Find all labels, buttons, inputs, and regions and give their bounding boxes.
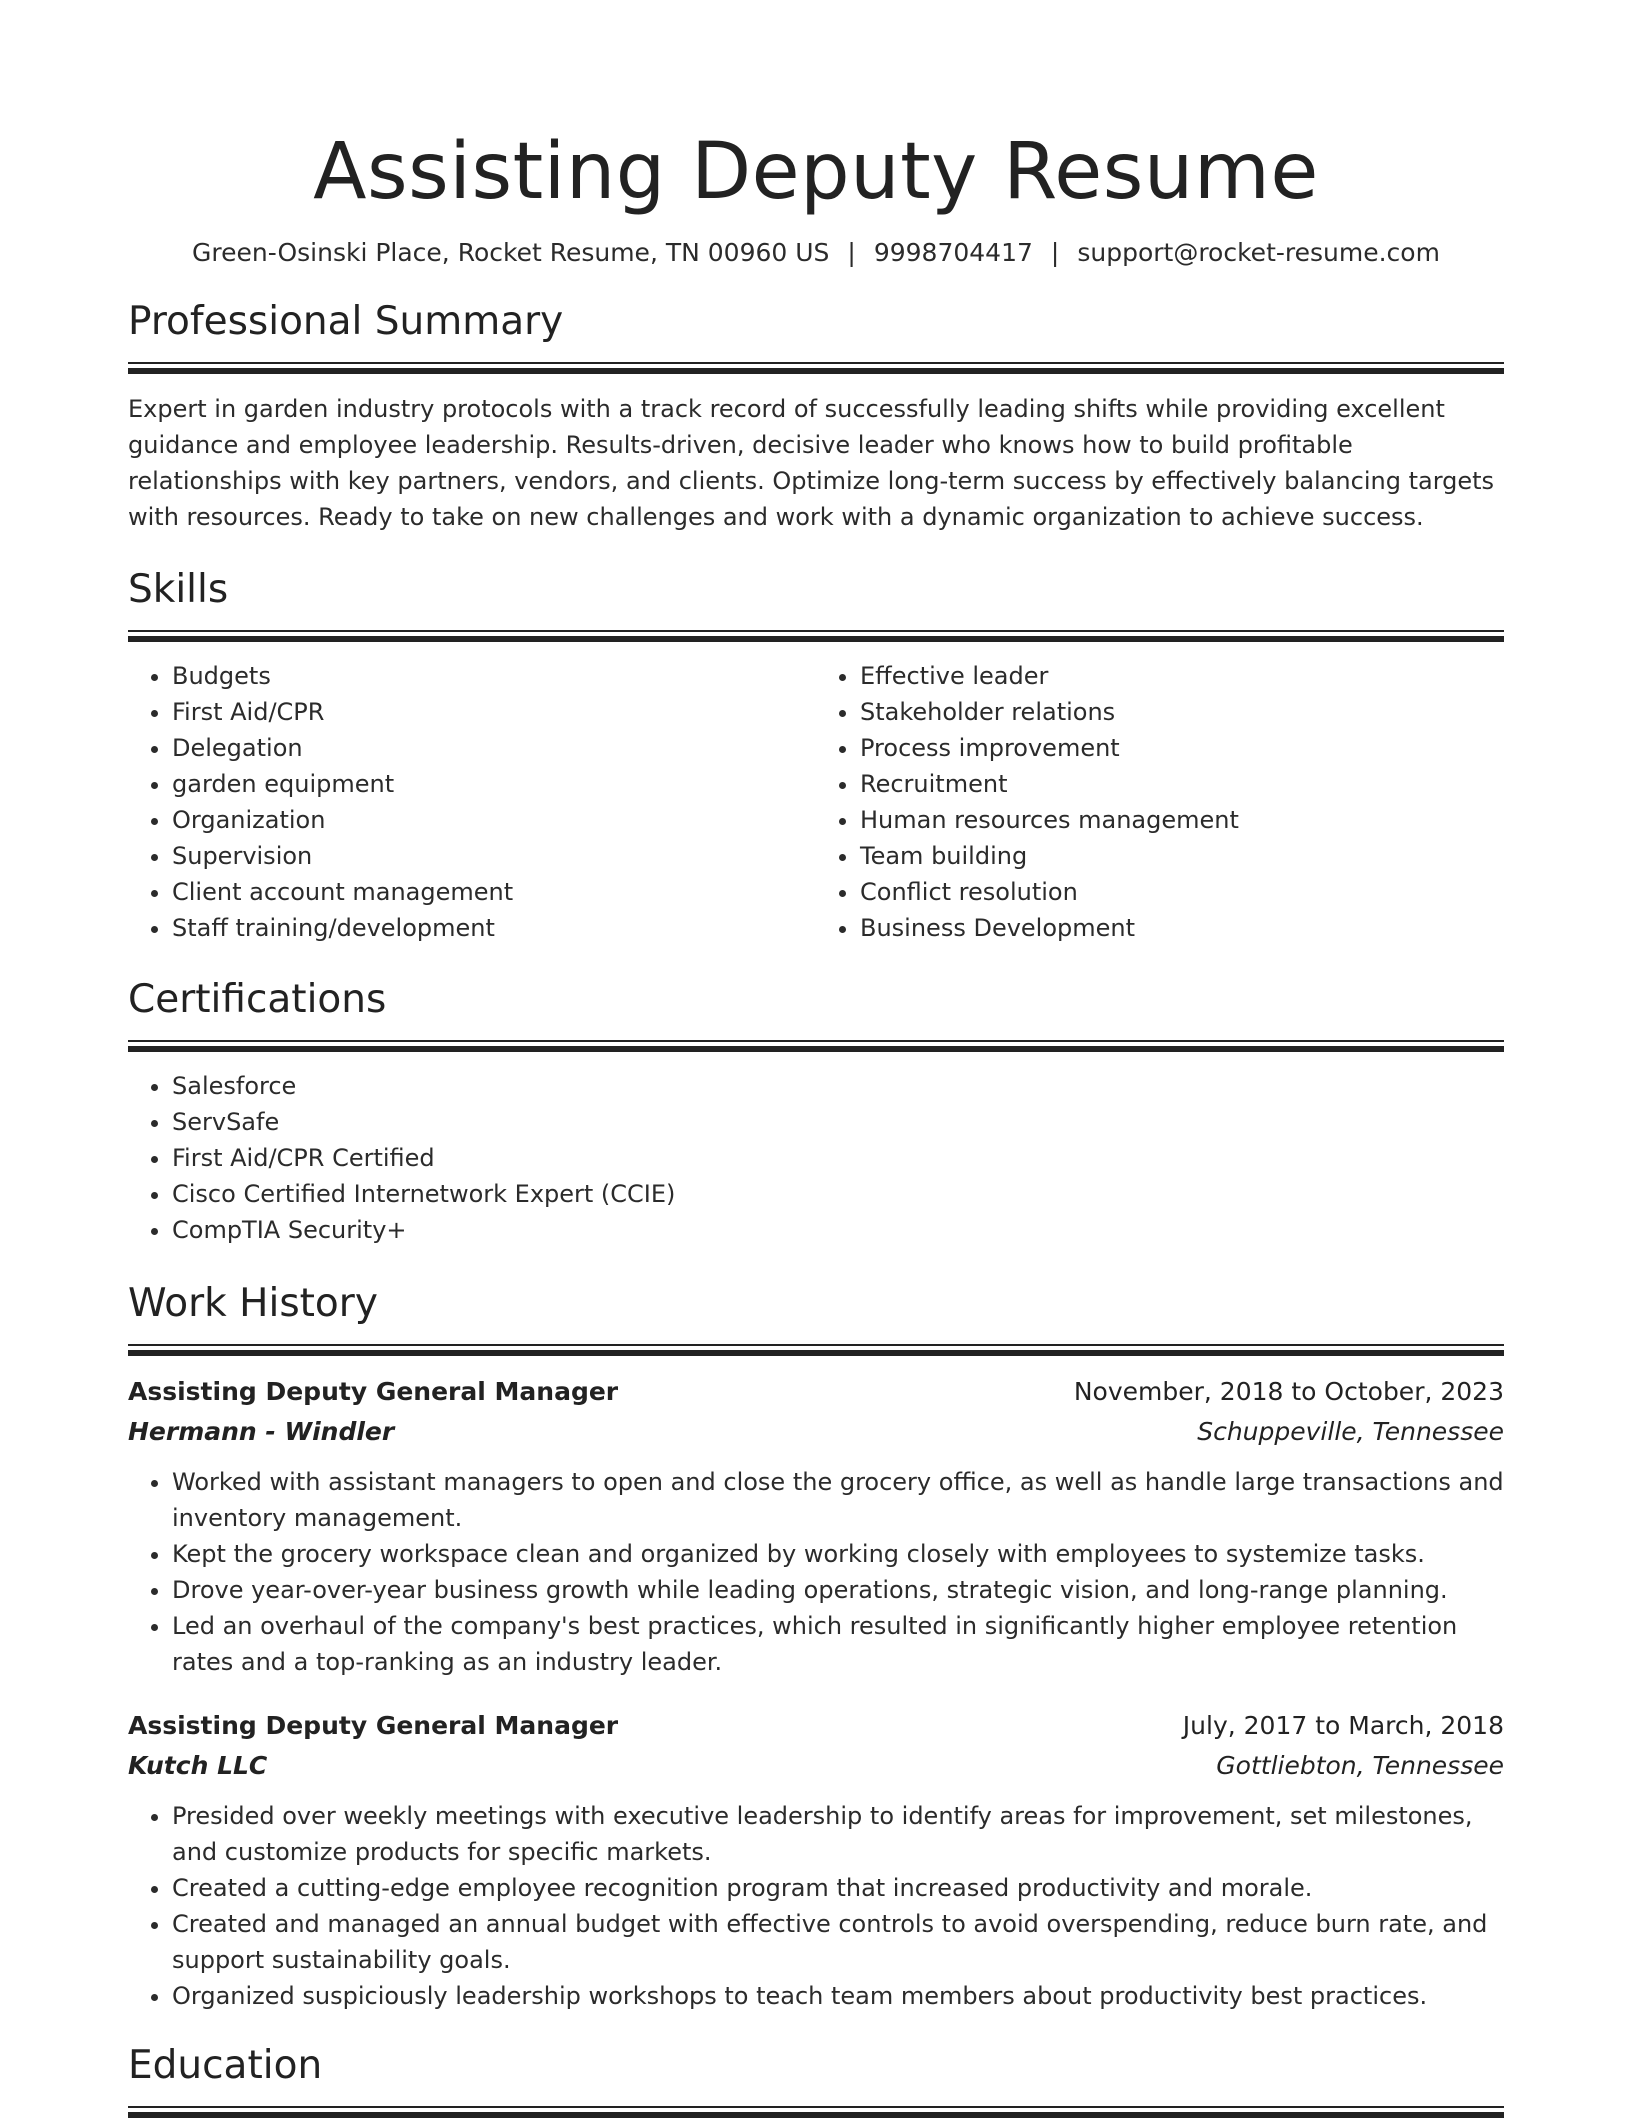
work-history-section [128,1280,1504,2014]
skill-item: • Delegation [172,730,816,766]
contact-separator: | [1050,238,1060,267]
job-bullet: • Worked with assistant managers to open and close the grocery office, as well as handle large transactions and inventory management. [172,1464,1504,1536]
section-title: Professional Summary [128,299,564,344]
section-title: Certifications [128,977,387,1022]
summary-section [128,298,1504,535]
section-title: Education [128,2043,323,2088]
skill-item: • Effective leader [860,658,1504,694]
job-bullet: • Organized suspiciously leadership workshops to teach team members about productivity best practices. [172,1978,1504,2014]
skills-columns [128,658,1504,946]
certifications-list [128,1068,1504,1248]
skills-section [128,566,1504,946]
job-location: Gottliebton, Tennessee [1216,1751,1504,1780]
skill-item: • Human resources management [860,802,1504,838]
job-dates: July, 2017 to March, 2018 [1182,1711,1504,1740]
job-entry [128,1706,1504,2014]
job-bullet: • Presided over weekly meetings with executive leadership to identify areas for improvement, set milestones, and customize products for specific markets. [172,1798,1504,1870]
job-subheader [128,1412,1504,1452]
skill-item: • Budgets [172,658,816,694]
skill-item: • garden equipment [172,766,816,802]
skill-item: • First Aid/CPR [172,694,816,730]
skills-list-left [128,658,816,946]
certification-item: • Salesforce [172,1068,1504,1104]
resume-page [128,0,1504,2118]
skill-item: • Process improvement [860,730,1504,766]
skill-item: • Staff training/development [172,910,816,946]
contact-address: Green-Osinski Place, Rocket Resume, TN 00960 US [192,238,830,267]
job-bullets [128,1464,1504,1680]
job-bullet: • Created a cutting-edge employee recognition program that increased productivity and morale. [172,1870,1504,1906]
resume-name: Assisting Deputy Resume [313,127,1319,217]
certification-item: • Cisco Certified Internetwork Expert (CCIE) [172,1176,1504,1212]
skill-item: • Team building [860,838,1504,874]
job-company: Kutch LLC [128,1751,268,1780]
certification-item: • ServSafe [172,1104,1504,1140]
job-header [128,1706,1504,1746]
job-bullet: • Led an overhaul of the company's best practices, which resulted in significantly higher employee retention rates and a top-ranking as an industry leader. [172,1608,1504,1680]
skill-item: • Supervision [172,838,816,874]
job-bullet: • Created and managed an annual budget with effective controls to avoid overspending, reduce burn rate, and support sustainability goals. [172,1906,1504,1978]
skills-list-right [816,658,1504,946]
certification-item: • CompTIA Security+ [172,1212,1504,1248]
job-location: Schuppeville, Tennessee [1197,1417,1504,1446]
summary-text: Expert in garden industry protocols with a track record of successfully leading shifts while providing excellent guidance and employee leadership. Results-driven, decisive leader who knows how to build profitable relationships with key partners, vendors, and clients. Optimize long-term success by effectively balancing targets with resources. Ready to take on new challenges and work with a dynamic organization to achieve success. [128,395,1495,531]
section-title: Skills [128,567,229,612]
job-dates: November, 2018 to October, 2023 [1073,1377,1504,1406]
job-title: Assisting Deputy General Manager [128,1711,619,1740]
section-title: Work History [128,1281,378,1326]
job-bullet: • Kept the grocery workspace clean and organized by working closely with employees to systemize tasks. [172,1536,1504,1572]
contact-line [128,236,1504,270]
contact-separator: | [847,238,856,267]
job-subheader [128,1746,1504,1786]
skill-item: • Stakeholder relations [860,694,1504,730]
skill-item: • Client account management [172,874,816,910]
section-divider [128,362,1504,374]
contact-email: support@rocket-resume.com [1077,238,1440,267]
job-company: Hermann - Windler [128,1417,395,1446]
section-divider [128,1040,1504,1052]
job-bullets [128,1798,1504,2014]
section-divider [128,2106,1504,2118]
job-entry [128,1372,1504,1680]
skill-item: • Recruitment [860,766,1504,802]
skill-item: • Organization [172,802,816,838]
job-header [128,1372,1504,1412]
contact-phone: 9998704417 [873,238,1033,267]
education-section [128,2042,1504,2118]
job-bullet: • Drove year-over-year business growth while leading operations, strategic vision, and long-range planning. [172,1572,1504,1608]
job-title: Assisting Deputy General Manager [128,1377,619,1406]
certifications-section [128,976,1504,1248]
section-divider [128,1344,1504,1356]
skill-item: • Conflict resolution [860,874,1504,910]
skill-item: • Business Development [860,910,1504,946]
certification-item: • First Aid/CPR Certified [172,1140,1504,1176]
section-divider [128,630,1504,642]
